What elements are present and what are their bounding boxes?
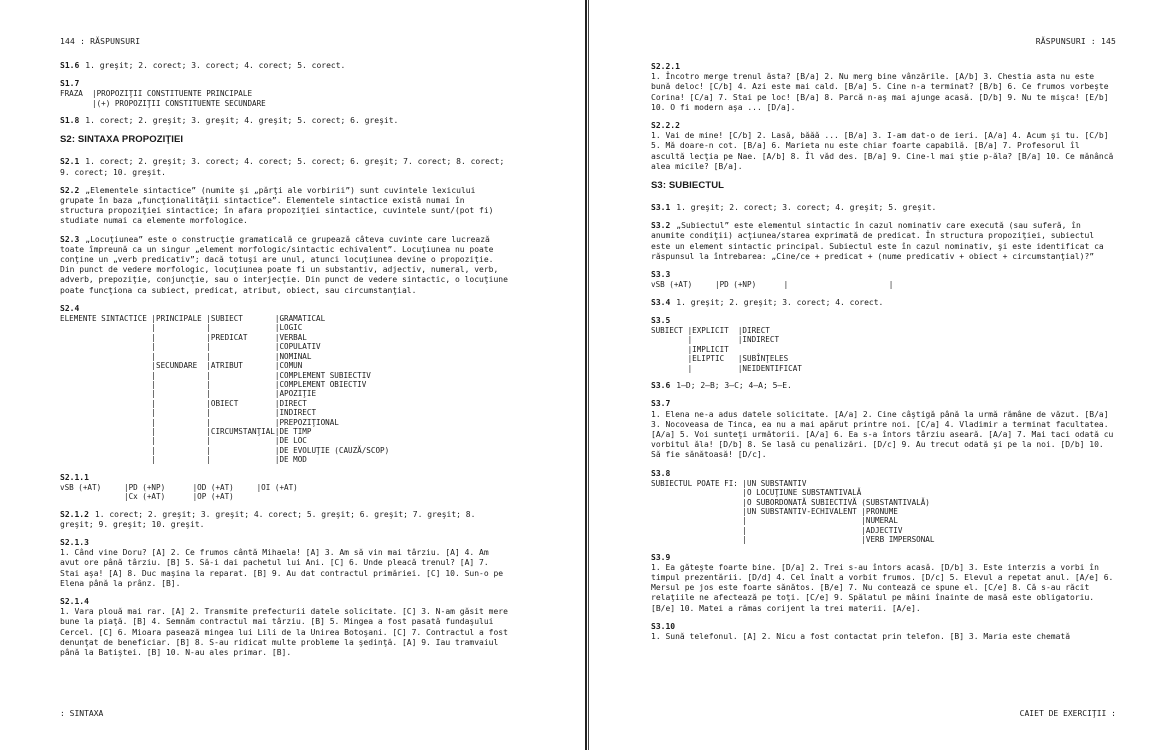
section-label: S2.1.4 <box>60 597 89 606</box>
answer-s2-4 <box>60 304 509 465</box>
answer-s2-1-2 <box>60 510 509 530</box>
section-label: S2.1.3 <box>60 537 89 547</box>
right-page-content <box>651 62 1116 650</box>
answer-text: 1. greşit; 2. corect; 3. corect; 4. corect; 5. corect. <box>85 61 346 70</box>
structure-diagram: FRAZA |PROPOZIŢII CONSTITUENTE PRINCIPALE |(+) PROPOZIŢII CONSTITUENTE SECUNDARE <box>60 89 266 108</box>
answer-text: „Subiectul” este elementul sintactic în cazul nominativ care execută (sau suferă, în anumite condiţii) acţiunea/starea exprimată de predicat. În structura propoziţiei, subiectul este un element sintactic principal. Subiectul este în cazul nominativ, şi este identificat ca răspunsul la întrebarea: „Cine/ce + predicat + (nume predicativ + obiect + circumstanţial)?” <box>651 221 1104 261</box>
answer-text: 1. Ea găteşte foarte bine. [D/a] 2. Trei s-au întors acasă. [D/b] 3. Este interzis a vorbi în timpul prezentării. [D/d] 4. Cel înalt a vorbit frumos. [D/c] 5. Elevul a repetat anul. [A/e] 6. Mersul pe jos este foarte sănătos. [B/e] 7. Nu contează ce spune el. [C/e] 8. Că s-au răcit relaţiile ne afectează pe toţi. [C/e] 9. Spălatul pe mâini înainte de masă este obligatoriu. [B/e] 10. Matei a rămas corijent la trei materii. [A/e]. <box>651 562 1114 613</box>
answer-text: 1–D; 2–B; 3–C; 4–A; 5–E. <box>676 381 792 391</box>
section-label: S1.6 <box>60 61 80 70</box>
section-label: S3.9 <box>651 552 671 562</box>
answer-s3-3 <box>651 270 1116 290</box>
section-label: S1.7 <box>60 79 80 89</box>
answer-s3-1 <box>651 203 1116 213</box>
answer-text: 1. greşit; 2. corect; 3. corect; 4. greşit; 5. greşit. <box>676 203 937 213</box>
section-label: S1.8 <box>60 116 80 126</box>
left-page-content <box>60 61 509 666</box>
answer-text: 1. Vai de mine! [C/b] 2. Lasă, băăă ... [B/a] 3. I-am dat-o de ieri. [A/a] 4. Acum şi tu. [C/b] 5. Mă doare-n cot. [B/a] 6. Marieta nu este chiar foarte capabilă. [B/a] 7. Profesorul îl ascultă lecţia pe Nae. [A/b] 8. Îl văd des. [B/a] 9. Cine-l mai ştie p-ăla? [B/a] 10. Ce mănâncă alea micile? [B/a]. <box>651 131 1114 171</box>
section-label: S3.10 <box>651 621 676 631</box>
answer-text: 1. Vara plouă mai rar. [A] 2. Transmite prefecturii datele solicitate. [C] 3. N-am găsit mere bune la piaţă. [B] 4. Semnăm contractul mai târziu. [B] 5. Mingea a fost pasată fundaşului Cercel. [C] 6. Mioara pasează mingea lui Lili de la Unirea Botoşani. [C] 7. Contractul a fost denunţat de beneficiar. [B] 8. S-au ridicat multe probleme la şedinţă. [A] 9. Iau tramvaiul până la Batiştei. [B] 10. N-au ales primar. [B]. <box>60 607 508 658</box>
answer-s2-3 <box>60 235 509 296</box>
section-label: S3.2 <box>651 221 671 231</box>
section-label: S3.4 <box>651 297 671 307</box>
answer-text: 1. corect; 2. greşit; 3. greşit; 4. corect; 5. greşit; 6. greşit; 7. greşit; 8. greşit; 9. greşit; 10. greşit. <box>60 509 476 529</box>
structure-diagram: ELEMENTE SINTACTICE |PRINCIPALE |SUBIECT |GRAMATICAL | | |LOGIC | |PREDICAT |VERBAL | | |COPULATIV | | |NOMINAL |SECUNDARE |ATRIBUT |COMUN | | |COMPLEMENT SUBIECTIV | | |COMPLEMENT OBIECTIV | | |APOZIŢIE | |OBIECT |DIRECT | | |INDIRECT | | |PREPOZIŢIONAL | |CIRCUMSTANŢIAL|DE TIMP | | |DE LOC | | |DE EVOLUŢIE (CAUZĂ/SCOP) | | |DE MOD <box>60 314 390 465</box>
answer-text: 1. corect; 2. greşit; 3. corect; 4. corect; 5. corect; 6. greşit; 7. corect; 8. corect; 9. corect; 10. greşit. <box>60 157 505 177</box>
structure-diagram: SUBIECTUL POATE FI: |UN SUBSTANTIV |O LOCUŢIUNE SUBSTANTIVALĂ |O SUBORDONATĂ SUBIECTIVĂ (SUBSTANTIVALĂ) |UN SUBSTANTIV-ECHIVALENT |PRONUME | |NUMERAL | |ADJECTIV | |VERB IMPERSONAL <box>651 478 935 545</box>
answer-s3-7 <box>651 399 1116 460</box>
section-label: S2.2.2 <box>651 121 680 131</box>
running-header: 144 : RĂSPUNSURI <box>60 37 141 46</box>
answer-s2-1-1 <box>60 473 509 502</box>
answer-s3-8 <box>651 469 1116 545</box>
answer-s2-2-1 <box>651 62 1116 113</box>
section-label: S3.6 <box>651 381 671 391</box>
answer-s3-6 <box>651 381 1116 391</box>
section-label: S2.3 <box>60 234 80 244</box>
section-label: S2.2.1 <box>651 62 680 71</box>
answer-text: „Elementele sintactice” (numite şi „părţi ale vorbirii”) sunt cuvintele lexicului grupate în baza „funcţionalităţii sintactice”. Elementele sintactice există numai în structura propoziţiei sintactice; în afara propoziţiei sintactice, cuvintele sunt/(pot fi) studiate numai ca elemente morfologice. <box>60 185 494 226</box>
structure-diagram: vSB (+AT) |PD (+NP) | | <box>651 280 894 290</box>
answer-s3-9 <box>651 553 1116 614</box>
running-footer: CAIET DE EXERCIŢII : <box>1019 709 1116 718</box>
structure-diagram: SUBIECT |EXPLICIT |DIRECT | |INDIRECT |IMPLICIT |ELIPTIC |SUBÎNŢELES | |NEIDENTIFICAT <box>651 326 802 373</box>
section-label: S3.8 <box>651 468 671 478</box>
left-page <box>0 0 587 750</box>
answer-s3-5 <box>651 316 1116 373</box>
answer-s3-2 <box>651 221 1116 262</box>
answer-s2-1 <box>60 157 509 177</box>
answer-s2-1-4 <box>60 597 509 658</box>
answer-s3-4 <box>651 298 1116 308</box>
answer-s1-8 <box>60 116 509 126</box>
answer-text: 1. Sună telefonul. [A] 2. Nicu a fost contactat prin telefon. [B] 3. Maria este chemată <box>651 631 1071 641</box>
section-label: S2.1.2 <box>60 509 89 519</box>
answer-s2-1-3 <box>60 538 509 589</box>
right-page <box>588 0 1173 750</box>
answer-text: 1. Când vine Doru? [A] 2. Ce frumos cântă Mihaela! [A] 3. Am să vin mai târziu. [A] 4. Am avut ore până târziu. [B] 5. Să-i dai pachetul lui Ani. [C] 6. Unde pleacă trenul? [A] 7. Stai aşa! [A] 8. Duc maşina la reparat. [B] 9. Au dat contractul primăriei. [C] 10. Sun-o pe Elena până la prânz. [B]. <box>60 548 504 588</box>
answer-text: 1. corect; 2. greşit; 3. greşit; 4. greşit; 5. corect; 6. greşit. <box>85 116 399 126</box>
section-label: S3.3 <box>651 270 671 280</box>
answer-s2-2-2 <box>651 121 1116 172</box>
section-label: S3.5 <box>651 315 671 325</box>
answer-s3-10 <box>651 622 1116 642</box>
section-label: S3.1 <box>651 203 671 213</box>
running-footer: : SINTAXA <box>60 709 104 718</box>
answer-s2-2 <box>60 186 509 227</box>
chapter-heading: S3: SUBIECTUL <box>651 180 725 192</box>
section-label: S2.4 <box>60 303 80 313</box>
answer-text: 1. greşit; 2. greşit; 3. corect; 4. corect. <box>676 297 884 307</box>
structure-diagram: vSB (+AT) |PD (+NP) |OD (+AT) |OI (+AT) |Cx (+AT) |OP (+AT) <box>60 482 298 502</box>
running-header: RĂSPUNSURI : 145 <box>1035 37 1116 46</box>
section-label: S2.1.1 <box>60 472 89 482</box>
answer-text: 1. Încotro merge trenul ăsta? [B/a] 2. Nu merg bine vânzările. [A/b] 3. Chestia asta nu este bună deloc! [C/b] 4. Azi este mai cald. [B/a] 5. Cine n-a terminat? [B/b] 6. Ce frumos vorbeşte Corina! [C/a] 7. Stai pe loc! [B/a] 8. Parcă n-aş mai ajunge acasă. [D/b] 9. Nu te mişca! [E/b] 10. O fi modern aşa ... [D/a]. <box>651 72 1109 112</box>
chapter-heading: S2: SINTAXA PROPOZIŢIEI <box>60 134 184 146</box>
answer-text: „Locuţiunea” este o construcţie gramaticală ce grupează câteva cuvinte care lucrează toate împreună ca un singur „element morfologic/sintactic echivalent”. Locuţiunea nu poate conţine un „verb predicativ”; dacă totuşi are unul, atunci locuţiunea devine o propoziţie. Din punct de vedere morfologic, locuţiunea poate fi un substantiv, adjectiv, numeral, verb, adverb, prepoziţie, conjuncţie, sau o interjecţie. Din punct de vedere sintactic, o locuţiune poate funcţiona ca subiect, predicat, atribut, obiect, sau circumstanţial. <box>60 234 508 295</box>
answer-text: 1. Elena ne-a adus datele solicitate. [A/a] 2. Cine câştigă până la urmă rămâne de văzut. [B/a] 3. Nocoveasa de Tinca, ea nu a mai apărut printre noi. [C/a] 4. Vladimir a terminat facultatea. [A/a] 5. Voi sunteţi următorii. [A/a] 6. Ea s-a întors târziu aseară. [A/a] 7. Mai taci odată cu vorbitul ăla! [D/b] 8. Se lasă cu penalizări. [D/c] 9. Au trecut odată şi pe la noi. [D/b] 10. Să fie sănătoasă! [D/c]. <box>651 409 1114 460</box>
section-label: S2.2 <box>60 185 80 195</box>
answer-s1-7 <box>60 79 509 108</box>
section-label: S3.7 <box>651 399 671 409</box>
section-label: S2.1 <box>60 157 80 167</box>
answer-s1-6 <box>60 61 509 71</box>
